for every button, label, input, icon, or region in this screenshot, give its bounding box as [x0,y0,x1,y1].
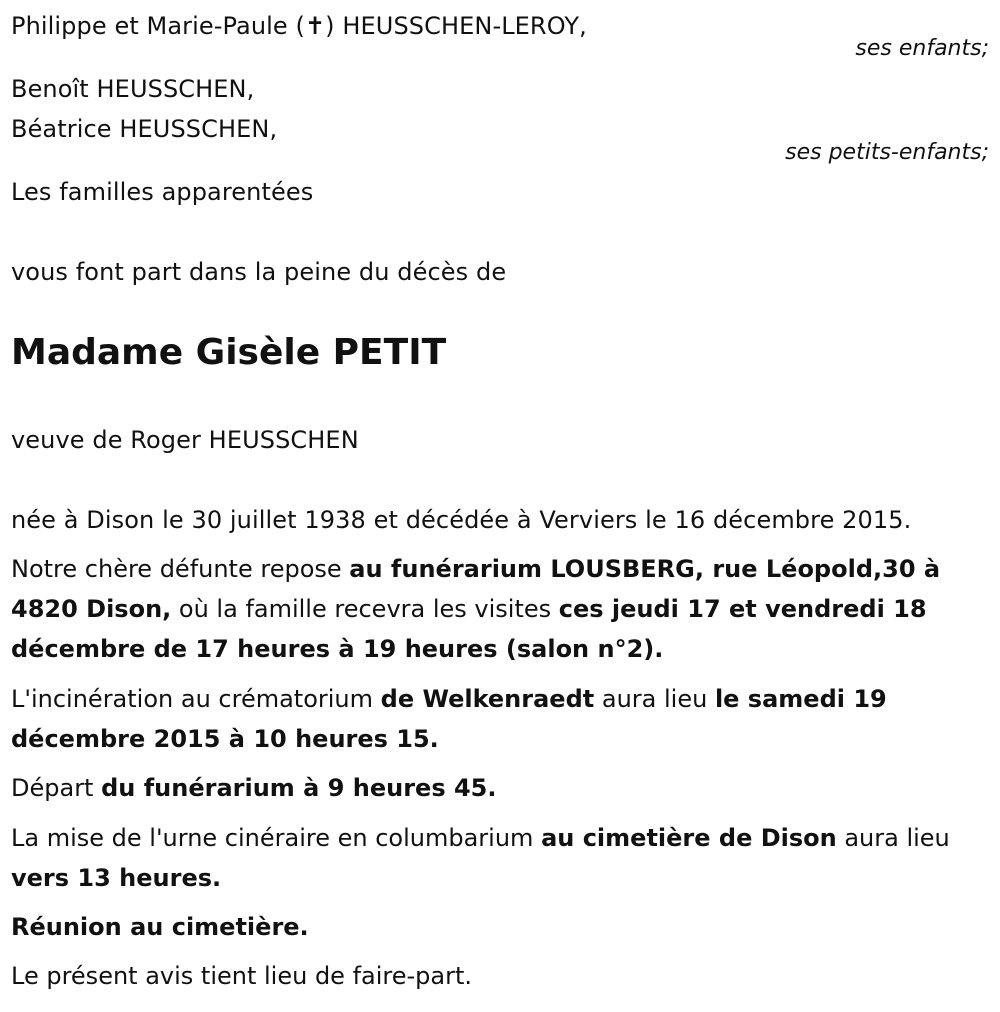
announcement-intro: vous font part dans la peine du décès de [11,258,507,286]
family-children-names: Philippe et Marie-Paule (✝) HEUSSCHEN-LEROY, [11,12,587,40]
role-children: ses enfants; [855,36,989,61]
p1-text-c: où la famille recevra les visites [171,595,559,623]
paragraph-urn [11,818,991,898]
paragraph-meeting [11,907,991,947]
birth-death-info: née à Dison le 30 juillet 1938 et décédée à Verviers le 16 décembre 2015. [11,506,912,534]
p1-text-b: au funérarium LOUSBERG, rue Léopold,30 à 4820 Dison, [11,555,941,623]
p4-text-c: aura lieu [836,824,950,852]
p1-text-d: ces jeudi 17 et vendredi 18 décembre de 17 heures à 19 heures (salon n°2). [11,595,927,663]
p4-text-b: au cimetière de Dison [541,824,837,852]
deceased-name: Madame Gisèle PETIT [11,332,447,373]
p6-text: Le présent avis tient lieu de faire-part. [11,962,473,990]
p2-text-a: L'incinération au crématorium [11,685,381,713]
widow-of: veuve de Roger HEUSSCHEN [11,426,359,454]
p3-text-b: du funérarium à 9 heures 45. [101,774,497,802]
paragraph-cremation [11,679,991,759]
p3-text-a: Départ [11,774,102,802]
grandchild-name-1: Benoît HEUSSCHEN, [11,75,255,103]
p4-text-a: La mise de l'urne cinéraire en columbarium [11,824,542,852]
grandchild-name-2: Béatrice HEUSSCHEN, [11,115,278,143]
p2-text-b: de Welkenraedt [380,685,595,713]
related-families: Les familles apparentées [11,178,314,206]
p4-text-d: vers 13 heures. [11,864,222,892]
paragraph-departure [11,768,991,808]
p5-text: Réunion au cimetière. [11,913,309,941]
p2-text-c: aura lieu [594,685,715,713]
paragraph-funerarium [11,549,991,669]
paragraph-notice [11,956,991,996]
p1-text-a: Notre chère défunte repose [11,555,350,583]
role-grandchildren: ses petits-enfants; [785,140,989,165]
p2-text-d: le samedi 19 décembre 2015 à 10 heures 15. [11,685,887,753]
